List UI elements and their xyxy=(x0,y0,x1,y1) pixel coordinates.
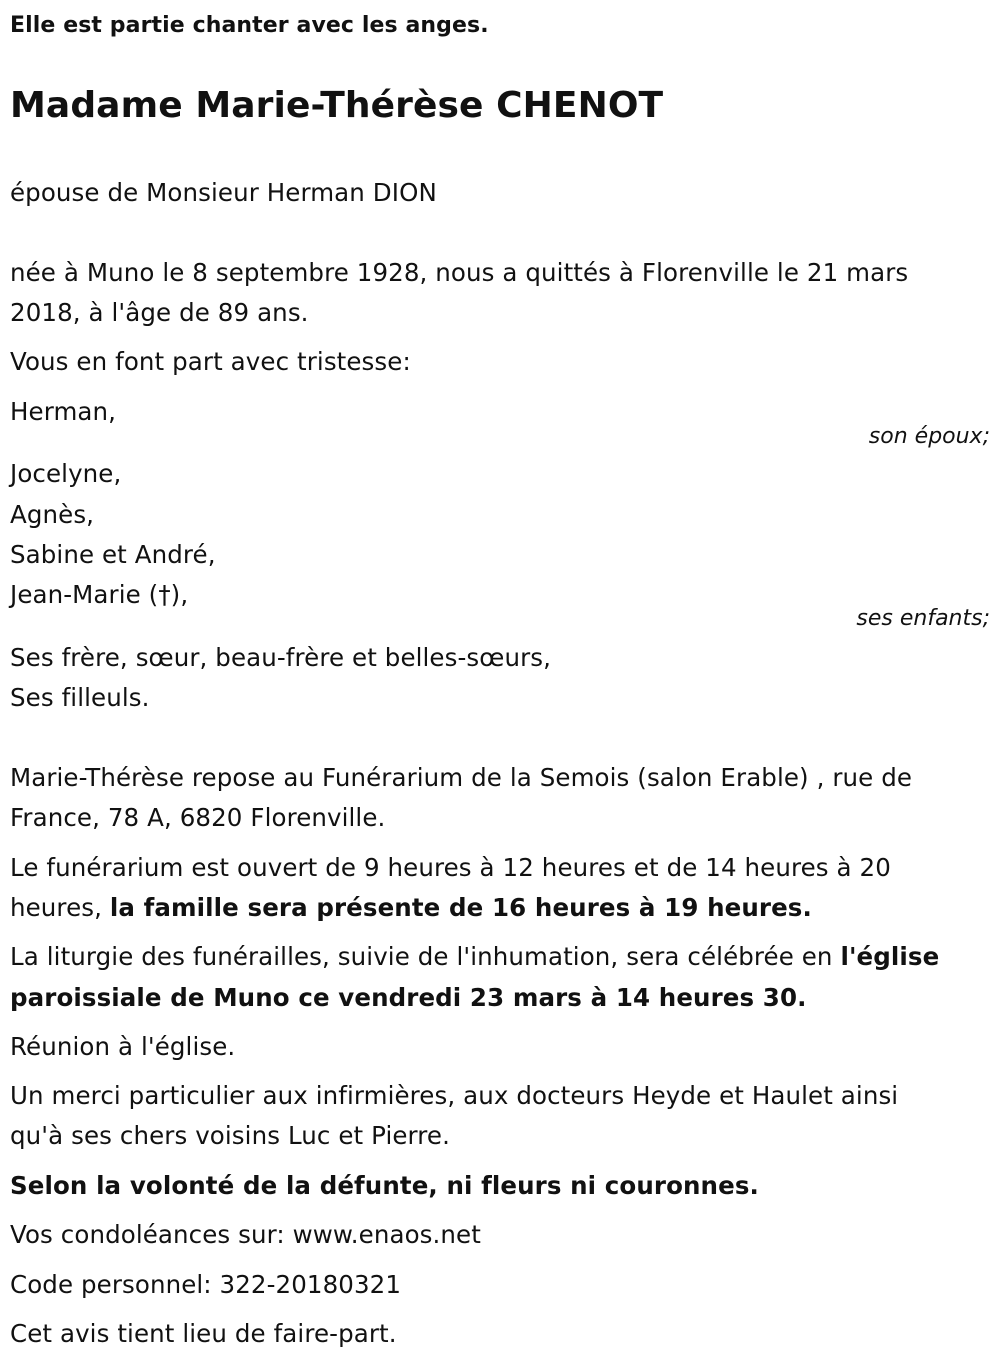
child-name: Jean-Marie (†), xyxy=(10,580,189,609)
family-presence: la famille sera présente de 16 heures à 19 heures. xyxy=(109,893,812,922)
hours-plain: heures, xyxy=(10,893,110,922)
closing-note: Cet avis tient lieu de faire-part. xyxy=(10,1319,397,1348)
condolences: Vos condoléances sur: www.enaos.net xyxy=(10,1220,481,1249)
flowers-wish: Selon la volonté de la défunte, ni fleurs ni couronnes. xyxy=(10,1171,759,1200)
viewing-line-1: Marie-Thérèse repose au Funérarium de la Semois (salon Erable) , rue de xyxy=(10,763,913,792)
relatives-line: Ses filleuls. xyxy=(10,683,150,712)
children-role: ses enfants; xyxy=(856,606,990,631)
spouse-role: son époux; xyxy=(868,424,990,449)
liturgy-line-1 xyxy=(10,942,939,972)
epitaph: Elle est partie chanter avec les anges. xyxy=(10,13,489,38)
viewing-line-2: France, 78 A, 6820 Florenville. xyxy=(10,803,386,832)
deceased-name: Madame Marie-Thérèse CHENOT xyxy=(10,85,664,126)
thanks-line-2: qu'à ses chers voisins Luc et Pierre. xyxy=(10,1121,450,1150)
liturgy-place: l'église xyxy=(840,942,940,971)
birth-line-1: née à Muno le 8 septembre 1928, nous a quittés à Florenville le 21 mars xyxy=(10,258,909,287)
reunion: Réunion à l'église. xyxy=(10,1032,236,1061)
spouse-line: épouse de Monsieur Herman DION xyxy=(10,178,437,207)
hours-line-2 xyxy=(10,893,812,923)
family-spouse: Herman, xyxy=(10,397,117,426)
liturgy-plain: La liturgie des funérailles, suivie de l'inhumation, sera célébrée en xyxy=(10,942,841,971)
personal-code: Code personnel: 322-20180321 xyxy=(10,1270,402,1299)
child-name: Sabine et André, xyxy=(10,540,216,569)
child-name: Agnès, xyxy=(10,500,95,529)
child-name: Jocelyne, xyxy=(10,459,122,488)
hours-line-1: Le funérarium est ouvert de 9 heures à 12 heures et de 14 heures à 20 xyxy=(10,853,891,882)
relatives-line: Ses frère, sœur, beau-frère et belles-sœurs, xyxy=(10,643,551,672)
thanks-line-1: Un merci particulier aux infirmières, aux docteurs Heyde et Haulet ainsi xyxy=(10,1081,899,1110)
announcement: Vous en font part avec tristesse: xyxy=(10,347,411,376)
liturgy-line-2: paroissiale de Muno ce vendredi 23 mars à 14 heures 30. xyxy=(10,983,807,1012)
birth-line-2: 2018, à l'âge de 89 ans. xyxy=(10,298,309,327)
